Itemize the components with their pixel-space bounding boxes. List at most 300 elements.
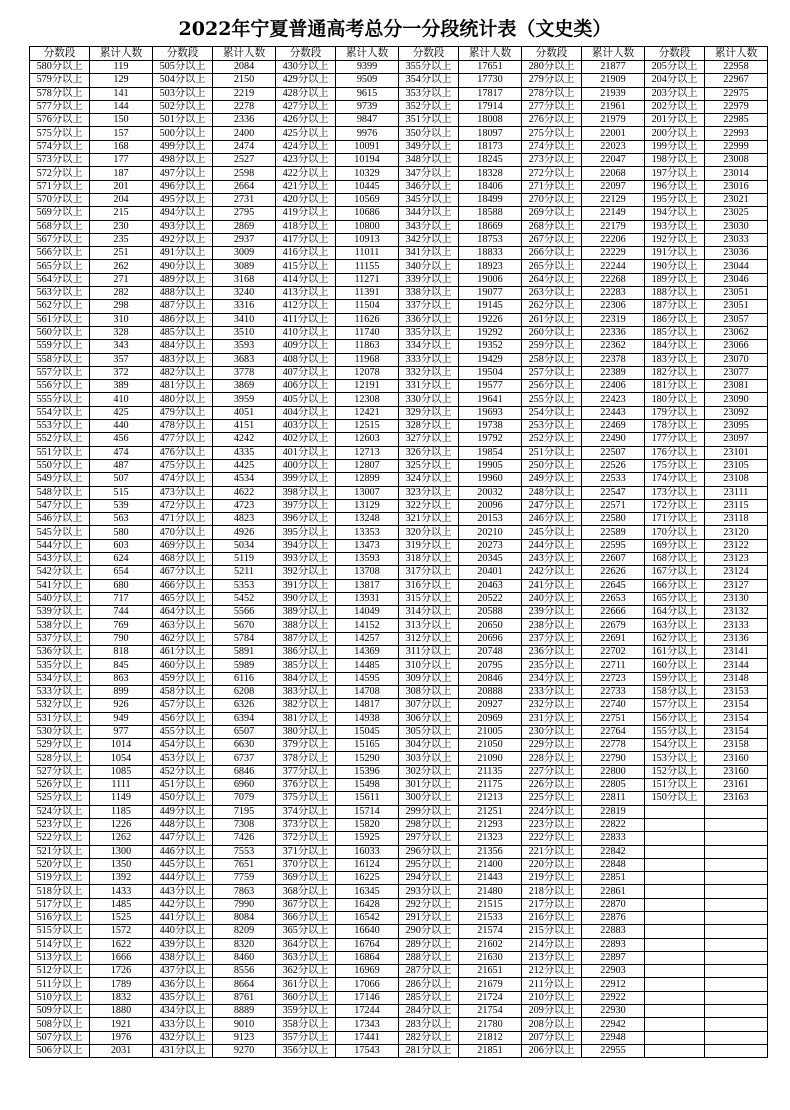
score-cell: 457分以上 — [153, 699, 213, 712]
count-cell: 177 — [90, 154, 153, 167]
score-cell: 453分以上 — [153, 752, 213, 765]
count-cell: 7308 — [213, 818, 276, 831]
score-cell: 288分以上 — [399, 951, 459, 964]
count-cell: 22129 — [582, 193, 645, 206]
count-cell: 187 — [90, 167, 153, 180]
count-cell: 603 — [90, 539, 153, 552]
count-cell: 9509 — [336, 74, 399, 87]
count-cell: 5353 — [213, 579, 276, 592]
table-row — [30, 739, 768, 752]
score-cell: 176分以上 — [645, 446, 705, 459]
score-cell: 527分以上 — [30, 765, 90, 778]
count-cell: 744 — [90, 606, 153, 619]
score-cell: 237分以上 — [522, 632, 582, 645]
score-cell: 545分以上 — [30, 526, 90, 539]
score-cell: 501分以上 — [153, 114, 213, 127]
score-cell: 579分以上 — [30, 74, 90, 87]
count-cell: 13248 — [336, 513, 399, 526]
score-cell: 180分以上 — [645, 393, 705, 406]
score-cell: 352分以上 — [399, 100, 459, 113]
count-cell: 680 — [90, 579, 153, 592]
count-cell — [705, 925, 768, 938]
table-row — [30, 273, 768, 286]
score-cell: 520分以上 — [30, 858, 90, 871]
count-cell — [705, 845, 768, 858]
count-cell: 977 — [90, 725, 153, 738]
table-row — [30, 832, 768, 845]
count-cell: 1149 — [90, 792, 153, 805]
table-row — [30, 406, 768, 419]
count-cell: 949 — [90, 712, 153, 725]
score-cell: 272分以上 — [522, 167, 582, 180]
score-cell: 448分以上 — [153, 818, 213, 831]
count-cell: 425 — [90, 406, 153, 419]
count-cell: 16640 — [336, 925, 399, 938]
count-cell: 20795 — [459, 659, 522, 672]
score-cell: 526分以上 — [30, 779, 90, 792]
count-cell: 21780 — [459, 1018, 522, 1031]
score-cell: 533分以上 — [30, 685, 90, 698]
score-cell: 247分以上 — [522, 499, 582, 512]
count-cell: 14257 — [336, 632, 399, 645]
score-cell: 557分以上 — [30, 366, 90, 379]
count-cell: 10800 — [336, 220, 399, 233]
score-cell: 543分以上 — [30, 552, 90, 565]
count-cell: 23033 — [705, 233, 768, 246]
score-cell: 191分以上 — [645, 247, 705, 260]
score-cell: 303分以上 — [399, 752, 459, 765]
count-cell: 3510 — [213, 326, 276, 339]
table-row — [30, 233, 768, 246]
count-cell: 7079 — [213, 792, 276, 805]
count-cell — [705, 912, 768, 925]
count-cell: 3778 — [213, 366, 276, 379]
count-cell — [705, 1018, 768, 1031]
score-cell: 356分以上 — [276, 1044, 336, 1057]
count-cell: 18588 — [459, 207, 522, 220]
count-cell: 22149 — [582, 207, 645, 220]
score-cell: 196分以上 — [645, 180, 705, 193]
table-row — [30, 473, 768, 486]
score-cell: 463分以上 — [153, 619, 213, 632]
count-cell — [705, 872, 768, 885]
count-cell: 11863 — [336, 340, 399, 353]
table-row — [30, 513, 768, 526]
score-cell: 269分以上 — [522, 207, 582, 220]
count-cell: 23051 — [705, 300, 768, 313]
score-cell: 574分以上 — [30, 140, 90, 153]
score-cell: 454分以上 — [153, 739, 213, 752]
count-cell: 1832 — [90, 991, 153, 1004]
score-cell: 374分以上 — [276, 805, 336, 818]
count-cell: 17914 — [459, 100, 522, 113]
count-cell: 22206 — [582, 233, 645, 246]
count-cell: 22378 — [582, 353, 645, 366]
table-row — [30, 366, 768, 379]
score-cell: 341分以上 — [399, 247, 459, 260]
count-cell: 22893 — [582, 938, 645, 951]
score-cell: 234分以上 — [522, 672, 582, 685]
score-cell: 174分以上 — [645, 473, 705, 486]
count-cell: 23118 — [705, 513, 768, 526]
count-cell: 19504 — [459, 366, 522, 379]
score-cell: 253分以上 — [522, 420, 582, 433]
count-cell: 12515 — [336, 420, 399, 433]
table-row — [30, 579, 768, 592]
score-cell: 578分以上 — [30, 87, 90, 100]
count-cell: 22068 — [582, 167, 645, 180]
score-cell: 302分以上 — [399, 765, 459, 778]
table-row — [30, 300, 768, 313]
score-cell: 427分以上 — [276, 100, 336, 113]
score-cell: 157分以上 — [645, 699, 705, 712]
score-cell: 331分以上 — [399, 380, 459, 393]
score-cell — [645, 925, 705, 938]
count-cell: 21443 — [459, 872, 522, 885]
page-title: 2022年宁夏普通高考总分一分段统计表（文史类） — [178, 18, 612, 40]
score-cell: 438分以上 — [153, 951, 213, 964]
score-cell: 218分以上 — [522, 885, 582, 898]
count-cell: 563 — [90, 513, 153, 526]
score-cell — [645, 1044, 705, 1057]
score-cell: 390分以上 — [276, 592, 336, 605]
count-cell: 624 — [90, 552, 153, 565]
table-row — [30, 353, 768, 366]
count-cell: 22912 — [582, 978, 645, 991]
score-cell: 150分以上 — [645, 792, 705, 805]
count-cell: 1014 — [90, 739, 153, 752]
score-cell: 460分以上 — [153, 659, 213, 672]
count-cell: 9010 — [213, 1018, 276, 1031]
score-cell: 186分以上 — [645, 313, 705, 326]
score-cell — [645, 951, 705, 964]
count-cell: 201 — [90, 180, 153, 193]
count-cell: 10329 — [336, 167, 399, 180]
score-cell: 254分以上 — [522, 406, 582, 419]
count-cell: 16764 — [336, 938, 399, 951]
score-cell: 293分以上 — [399, 885, 459, 898]
score-cell: 190分以上 — [645, 260, 705, 273]
count-cell: 20650 — [459, 619, 522, 632]
score-cell: 538分以上 — [30, 619, 90, 632]
count-cell: 22319 — [582, 313, 645, 326]
table-row — [30, 592, 768, 605]
score-cell: 242分以上 — [522, 566, 582, 579]
score-cell: 396分以上 — [276, 513, 336, 526]
score-cell: 379分以上 — [276, 739, 336, 752]
count-cell: 3593 — [213, 340, 276, 353]
table-row — [30, 566, 768, 579]
score-cell: 447分以上 — [153, 832, 213, 845]
score-cell: 160分以上 — [645, 659, 705, 672]
count-cell: 4823 — [213, 513, 276, 526]
score-cell: 298分以上 — [399, 818, 459, 831]
count-cell: 5452 — [213, 592, 276, 605]
table-row — [30, 154, 768, 167]
count-cell: 19145 — [459, 300, 522, 313]
score-cell: 212分以上 — [522, 965, 582, 978]
count-cell: 21050 — [459, 739, 522, 752]
score-cell: 214分以上 — [522, 938, 582, 951]
score-cell: 432分以上 — [153, 1031, 213, 1044]
score-cell: 393分以上 — [276, 552, 336, 565]
score-cell: 166分以上 — [645, 579, 705, 592]
score-cell: 470分以上 — [153, 526, 213, 539]
score-cell: 431分以上 — [153, 1044, 213, 1057]
score-cell: 472分以上 — [153, 499, 213, 512]
score-cell — [645, 832, 705, 845]
count-cell: 310 — [90, 313, 153, 326]
count-cell: 19905 — [459, 459, 522, 472]
score-cell: 509分以上 — [30, 1005, 90, 1018]
count-cell: 22870 — [582, 898, 645, 911]
score-cell: 274分以上 — [522, 140, 582, 153]
count-cell: 22967 — [705, 74, 768, 87]
score-cell: 388分以上 — [276, 619, 336, 632]
score-cell — [645, 1018, 705, 1031]
score-cell — [645, 978, 705, 991]
score-cell: 484分以上 — [153, 340, 213, 353]
score-cell: 407分以上 — [276, 366, 336, 379]
score-cell: 568分以上 — [30, 220, 90, 233]
score-cell: 405分以上 — [276, 393, 336, 406]
count-cell: 21251 — [459, 805, 522, 818]
count-cell: 21090 — [459, 752, 522, 765]
score-cell: 404分以上 — [276, 406, 336, 419]
score-cell: 462分以上 — [153, 632, 213, 645]
score-cell: 477分以上 — [153, 433, 213, 446]
count-cell: 21135 — [459, 765, 522, 778]
score-cell: 429分以上 — [276, 74, 336, 87]
count-cell: 8761 — [213, 991, 276, 1004]
count-cell: 7553 — [213, 845, 276, 858]
count-cell: 22469 — [582, 420, 645, 433]
count-cell: 11968 — [336, 353, 399, 366]
count-cell: 23127 — [705, 579, 768, 592]
count-cell: 4622 — [213, 486, 276, 499]
count-cell: 19006 — [459, 273, 522, 286]
score-cell: 532分以上 — [30, 699, 90, 712]
score-cell: 394分以上 — [276, 539, 336, 552]
table-row — [30, 725, 768, 738]
count-cell: 21213 — [459, 792, 522, 805]
score-cell: 245分以上 — [522, 526, 582, 539]
table-row — [30, 486, 768, 499]
score-cell: 478分以上 — [153, 420, 213, 433]
score-cell: 434分以上 — [153, 1005, 213, 1018]
score-cell: 490分以上 — [153, 260, 213, 273]
score-cell: 286分以上 — [399, 978, 459, 991]
score-cell: 480分以上 — [153, 393, 213, 406]
header-cumulative-count: 累计人数 — [90, 47, 153, 61]
score-cell: 436分以上 — [153, 978, 213, 991]
header-score-range: 分数段 — [276, 47, 336, 61]
score-cell: 551分以上 — [30, 446, 90, 459]
score-cell: 169分以上 — [645, 539, 705, 552]
score-cell: 207分以上 — [522, 1031, 582, 1044]
count-cell: 13708 — [336, 566, 399, 579]
count-cell: 12308 — [336, 393, 399, 406]
count-cell: 21293 — [459, 818, 522, 831]
score-cell: 231分以上 — [522, 712, 582, 725]
score-cell: 508分以上 — [30, 1018, 90, 1031]
score-cell: 276分以上 — [522, 114, 582, 127]
header-score-range: 分数段 — [30, 47, 90, 61]
count-cell: 23014 — [705, 167, 768, 180]
score-cell: 500分以上 — [153, 127, 213, 140]
score-cell: 257分以上 — [522, 366, 582, 379]
score-cell: 177分以上 — [645, 433, 705, 446]
table-row — [30, 446, 768, 459]
count-cell: 13473 — [336, 539, 399, 552]
score-cell: 446分以上 — [153, 845, 213, 858]
count-cell: 23081 — [705, 380, 768, 393]
count-cell: 1880 — [90, 1005, 153, 1018]
count-cell — [705, 818, 768, 831]
count-cell: 23070 — [705, 353, 768, 366]
score-cell: 320分以上 — [399, 526, 459, 539]
score-cell: 411分以上 — [276, 313, 336, 326]
table-row — [30, 167, 768, 180]
table-row — [30, 340, 768, 353]
score-cell: 565分以上 — [30, 260, 90, 273]
count-cell: 23101 — [705, 446, 768, 459]
count-cell: 357 — [90, 353, 153, 366]
score-cell: 216分以上 — [522, 912, 582, 925]
score-cell: 378分以上 — [276, 752, 336, 765]
table-row — [30, 393, 768, 406]
score-cell: 219分以上 — [522, 872, 582, 885]
score-cell: 479分以上 — [153, 406, 213, 419]
count-cell: 1622 — [90, 938, 153, 951]
score-cell: 391分以上 — [276, 579, 336, 592]
table-row — [30, 898, 768, 911]
count-cell: 21400 — [459, 858, 522, 871]
count-cell: 790 — [90, 632, 153, 645]
count-cell: 372 — [90, 366, 153, 379]
count-cell: 23123 — [705, 552, 768, 565]
count-cell — [705, 858, 768, 871]
score-cell: 325分以上 — [399, 459, 459, 472]
count-cell: 14938 — [336, 712, 399, 725]
score-cell: 474分以上 — [153, 473, 213, 486]
score-cell: 511分以上 — [30, 978, 90, 991]
count-cell: 539 — [90, 499, 153, 512]
score-cell: 523分以上 — [30, 818, 90, 831]
score-cell: 359分以上 — [276, 1005, 336, 1018]
count-cell: 8460 — [213, 951, 276, 964]
count-cell: 2150 — [213, 74, 276, 87]
score-cell: 540分以上 — [30, 592, 90, 605]
count-cell: 23021 — [705, 193, 768, 206]
score-cell: 572分以上 — [30, 167, 90, 180]
score-cell: 205分以上 — [645, 61, 705, 74]
score-cell: 445分以上 — [153, 858, 213, 871]
score-cell — [645, 912, 705, 925]
count-cell: 15396 — [336, 765, 399, 778]
table-row — [30, 207, 768, 220]
score-cell: 319分以上 — [399, 539, 459, 552]
score-cell: 384分以上 — [276, 672, 336, 685]
count-cell: 1433 — [90, 885, 153, 898]
count-cell: 23160 — [705, 765, 768, 778]
score-cell: 569分以上 — [30, 207, 90, 220]
count-cell: 23051 — [705, 287, 768, 300]
count-cell: 717 — [90, 592, 153, 605]
score-cell: 372分以上 — [276, 832, 336, 845]
count-cell: 21323 — [459, 832, 522, 845]
count-cell — [705, 978, 768, 991]
count-cell: 2278 — [213, 100, 276, 113]
header-cumulative-count: 累计人数 — [459, 47, 522, 61]
score-cell: 452分以上 — [153, 765, 213, 778]
count-cell: 1921 — [90, 1018, 153, 1031]
count-cell: 23046 — [705, 273, 768, 286]
count-cell: 23141 — [705, 646, 768, 659]
count-cell: 13931 — [336, 592, 399, 605]
score-cell: 362分以上 — [276, 965, 336, 978]
table-row — [30, 792, 768, 805]
score-cell: 338分以上 — [399, 287, 459, 300]
score-cell: 171分以上 — [645, 513, 705, 526]
score-cell: 553分以上 — [30, 420, 90, 433]
count-cell: 580 — [90, 526, 153, 539]
score-cell: 483分以上 — [153, 353, 213, 366]
count-cell: 3316 — [213, 300, 276, 313]
count-cell: 22653 — [582, 592, 645, 605]
count-cell: 12899 — [336, 473, 399, 486]
count-cell: 23132 — [705, 606, 768, 619]
score-cell: 373分以上 — [276, 818, 336, 831]
score-cell — [645, 845, 705, 858]
score-cell: 299分以上 — [399, 805, 459, 818]
count-cell: 10686 — [336, 207, 399, 220]
count-cell: 16428 — [336, 898, 399, 911]
score-cell: 519分以上 — [30, 872, 90, 885]
score-cell: 229分以上 — [522, 739, 582, 752]
score-cell: 535分以上 — [30, 659, 90, 672]
count-cell: 1350 — [90, 858, 153, 871]
count-cell: 1185 — [90, 805, 153, 818]
score-cell: 554分以上 — [30, 406, 90, 419]
count-cell: 22800 — [582, 765, 645, 778]
header-row — [30, 47, 768, 61]
score-cell: 226分以上 — [522, 779, 582, 792]
count-cell: 15820 — [336, 818, 399, 831]
count-cell: 8664 — [213, 978, 276, 991]
count-cell: 22406 — [582, 380, 645, 393]
count-cell — [705, 832, 768, 845]
count-cell: 5119 — [213, 552, 276, 565]
score-cell: 336分以上 — [399, 313, 459, 326]
score-cell: 333分以上 — [399, 353, 459, 366]
count-cell: 21812 — [459, 1031, 522, 1044]
count-cell: 6846 — [213, 765, 276, 778]
count-cell: 20888 — [459, 685, 522, 698]
score-cell: 185分以上 — [645, 326, 705, 339]
score-cell: 492分以上 — [153, 233, 213, 246]
count-cell: 20401 — [459, 566, 522, 579]
score-cell: 314分以上 — [399, 606, 459, 619]
score-cell: 260分以上 — [522, 326, 582, 339]
count-cell: 23153 — [705, 685, 768, 698]
count-cell: 13817 — [336, 579, 399, 592]
count-cell: 2731 — [213, 193, 276, 206]
count-cell — [705, 1005, 768, 1018]
score-cell: 476分以上 — [153, 446, 213, 459]
count-cell: 1111 — [90, 779, 153, 792]
count-cell: 20522 — [459, 592, 522, 605]
